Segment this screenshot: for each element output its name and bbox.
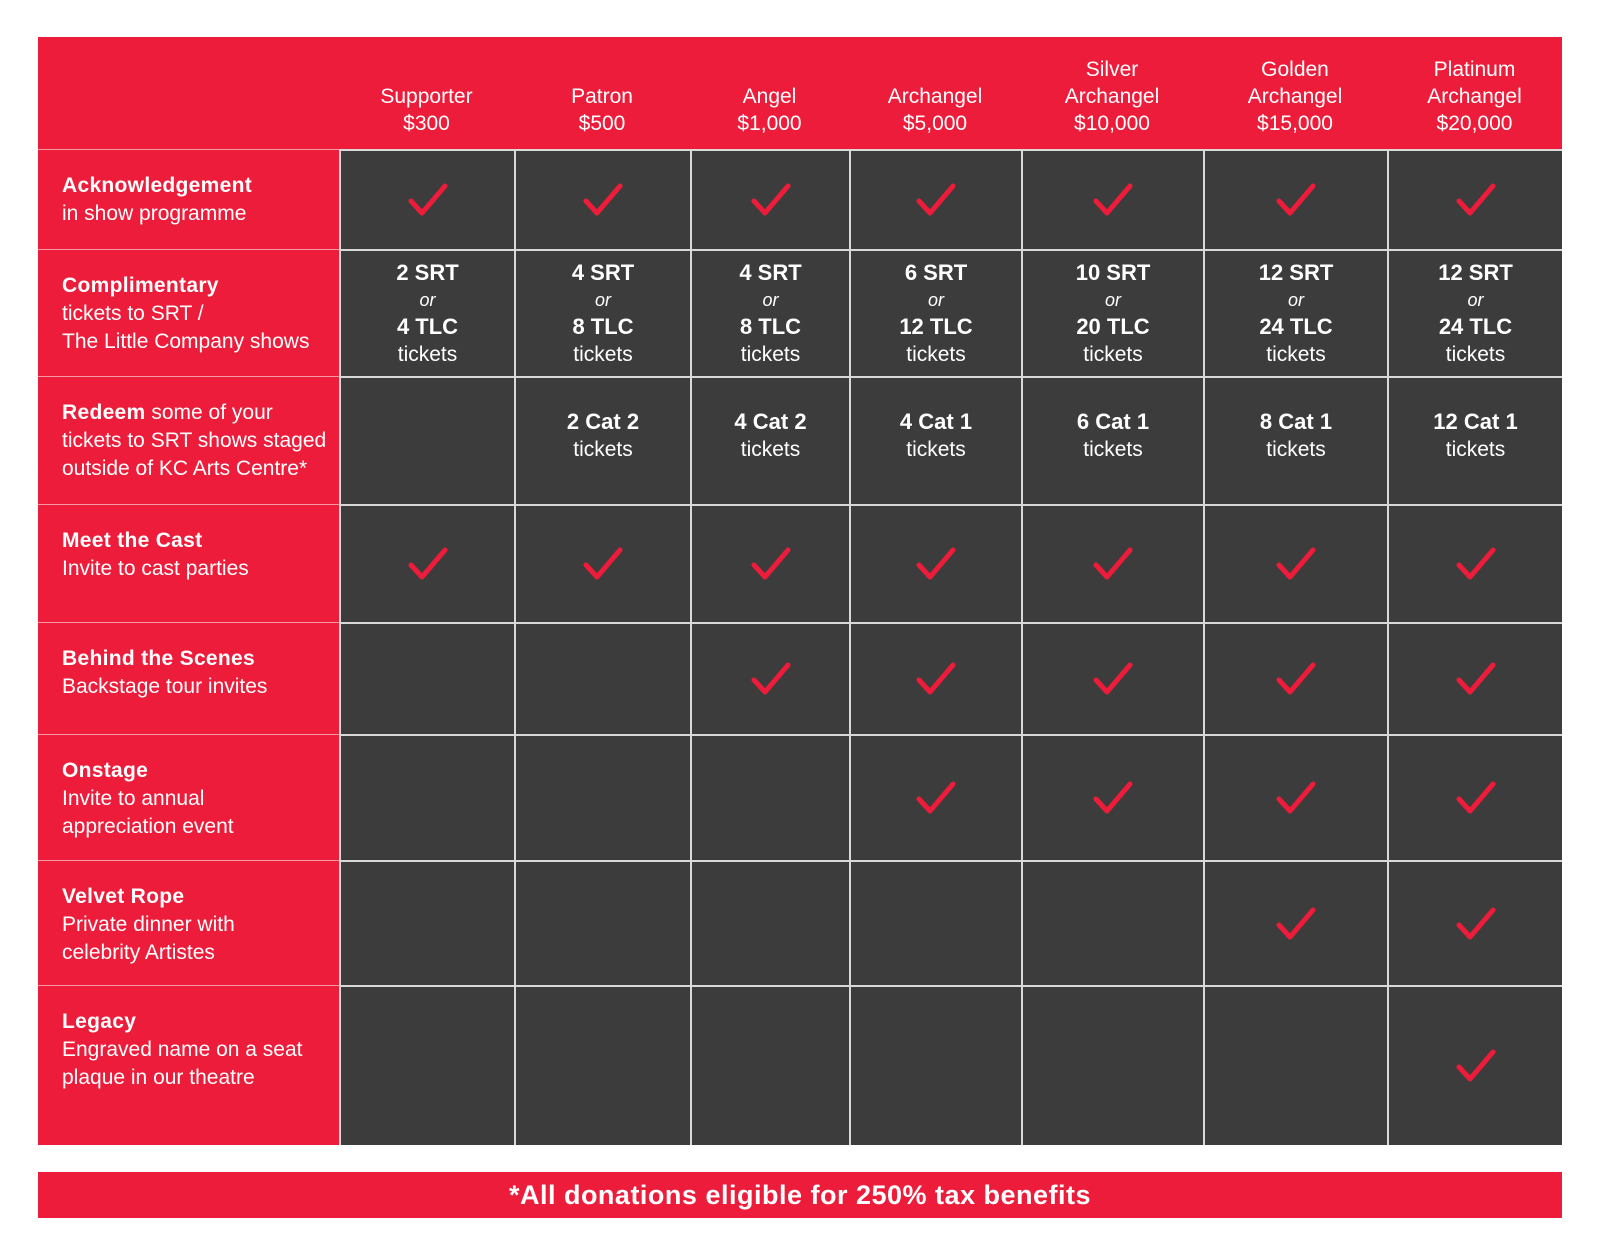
benefits-table [38,37,1562,1145]
tier-name: Archangel [887,85,983,108]
tier-name: Platinum Archangel [1427,58,1522,108]
benefit-cell [339,149,514,249]
benefit-description: some of your tickets to SRT shows staged outside of KC Arts Centre* [62,401,327,480]
benefit-cell [1387,860,1562,985]
checkmark-icon [408,182,448,218]
benefit-cell [339,376,514,504]
cat-ticket-count: 8 Cat 1 [1259,409,1333,434]
benefit-cell [514,985,690,1145]
tier-header [339,37,514,149]
tickets-label: tickets [1266,342,1326,366]
benefit-cell [339,504,514,622]
benefit-cell [1203,504,1387,622]
benefit-cell [1021,504,1203,622]
benefit-cell [849,149,1021,249]
tier-amount: $20,000 [1436,112,1513,135]
benefit-cell [1021,860,1203,985]
benefit-label [38,376,339,504]
ticket-count-tlc: 8 TLC [572,313,634,339]
checkmark-icon [916,661,956,697]
ticket-count-tlc: 20 TLC [1076,313,1150,339]
tickets-label: tickets [573,342,633,366]
tier-amount: $15,000 [1257,112,1333,135]
benefit-title: Legacy [62,1010,137,1033]
tickets-label: tickets [740,438,801,461]
checkmark-icon [1456,182,1496,218]
tickets-label: tickets [1445,438,1506,461]
checkmark-icon [1456,661,1496,697]
checkmark-icon [1456,1048,1496,1084]
benefit-cell [1387,376,1562,504]
benefit-cell [849,376,1021,504]
tier-header [514,37,690,149]
benefit-cell [1203,622,1387,734]
benefit-title: Onstage [62,759,149,782]
benefit-cell [339,985,514,1145]
benefit-cell [1387,622,1562,734]
benefit-cell [690,149,849,249]
tier-amount: $1,000 [737,112,802,135]
benefit-cell [690,504,849,622]
ticket-count-tlc: 12 TLC [899,313,973,339]
benefit-label [38,734,339,860]
benefit-cell [1203,376,1387,504]
tier-name: Silver Archangel [1064,58,1160,108]
tier-name: Golden Archangel [1247,58,1343,108]
benefit-cell [690,249,849,376]
benefit-cell [1387,249,1562,376]
benefit-description: Engraved name on a seat plaque in our theatre [62,1038,303,1089]
benefit-cell [1203,985,1387,1145]
cat-ticket-count: 4 Cat 1 [899,409,973,434]
or-label: or [1104,289,1121,310]
benefit-title: Behind the Scenes [62,647,255,670]
tickets-label: tickets [740,342,801,366]
checkmark-icon [916,546,956,582]
tax-benefit-footer: *All donations eligible for 250% tax benefits [38,1172,1562,1218]
or-label: or [419,289,436,310]
benefit-cell [690,860,849,985]
or-label: or [927,289,944,310]
checkmark-icon [1093,546,1133,582]
benefit-label [38,622,339,734]
checkmark-icon [1276,182,1316,218]
benefit-cell [690,734,849,860]
benefit-cell [1387,734,1562,860]
checkmark-icon [1276,780,1316,816]
benefit-cell [1203,734,1387,860]
benefit-description: Invite to cast parties [62,557,249,580]
benefit-title: Redeem [62,401,146,424]
ticket-count-tlc: 24 TLC [1259,313,1333,339]
cat-ticket-count: 6 Cat 1 [1076,409,1150,434]
benefit-cell [849,622,1021,734]
benefit-cell [1021,376,1203,504]
tier-amount: $300 [403,112,450,135]
tickets-label: tickets [1083,342,1143,366]
benefit-description: Backstage tour invites [62,675,268,698]
ticket-count-srt: 6 SRT [904,259,968,285]
benefit-label [38,504,339,622]
benefit-cell [339,622,514,734]
or-label: or [594,289,611,310]
checkmark-icon [583,546,623,582]
benefit-cell [514,504,690,622]
benefit-cell [849,985,1021,1145]
benefit-cell [514,149,690,249]
checkmark-icon [751,546,791,582]
benefit-cell [690,985,849,1145]
checkmark-icon [1456,780,1496,816]
tier-amount: $5,000 [902,112,968,135]
benefit-cell [849,504,1021,622]
checkmark-icon [1456,546,1496,582]
tier-name: Angel [742,85,797,108]
benefit-cell [339,734,514,860]
benefit-cell [1203,860,1387,985]
checkmark-icon [916,780,956,816]
tickets-label: tickets [1266,438,1326,461]
benefit-cell [849,734,1021,860]
checkmark-icon [916,182,956,218]
tickets-label: tickets [1445,342,1506,366]
benefit-cell [690,376,849,504]
benefit-cell [1387,504,1562,622]
checkmark-icon [1093,661,1133,697]
benefit-cell [514,249,690,376]
checkmark-icon [1276,906,1316,942]
tickets-label: tickets [906,342,966,366]
benefit-cell [514,622,690,734]
benefit-description: Private dinner with celebrity Artistes [62,913,235,964]
cat-ticket-count: 12 Cat 1 [1433,409,1518,434]
benefit-cell [1387,985,1562,1145]
benefit-cell [339,860,514,985]
benefit-cell [849,860,1021,985]
checkmark-icon [1093,182,1133,218]
benefit-description: tickets to SRT / The Little Company shows [62,302,310,353]
ticket-count-tlc: 24 TLC [1438,313,1513,339]
checkmark-icon [1276,661,1316,697]
table-corner [38,37,339,149]
benefit-title: Complimentary [62,274,219,297]
benefit-description: Invite to annual appreciation event [62,787,234,838]
tier-name: Patron [571,85,633,108]
checkmark-icon [1093,780,1133,816]
tickets-label: tickets [1083,438,1143,461]
or-label: or [1287,289,1304,310]
cat-ticket-count: 2 Cat 2 [566,409,640,434]
checkmark-icon [1276,546,1316,582]
benefit-label [38,149,339,249]
tier-header [1387,37,1562,149]
benefit-label [38,860,339,985]
tier-amount: $10,000 [1074,112,1150,135]
ticket-count-tlc: 4 TLC [396,313,459,339]
tier-header [849,37,1021,149]
ticket-count-srt: 4 SRT [571,259,635,285]
checkmark-icon [408,546,448,582]
benefit-cell [514,860,690,985]
checkmark-icon [1456,906,1496,942]
benefit-title: Meet the Cast [62,529,203,552]
ticket-count-srt: 12 SRT [1258,259,1334,285]
benefit-cell [1021,985,1203,1145]
tier-header [690,37,849,149]
benefit-cell [1203,149,1387,249]
benefit-cell [1021,149,1203,249]
ticket-count-srt: 10 SRT [1075,259,1151,285]
ticket-count-srt: 2 SRT [396,259,459,285]
tier-header [1203,37,1387,149]
benefit-title: Acknowledgement [62,174,253,197]
checkmark-icon [751,661,791,697]
benefit-title: Velvet Rope [62,885,185,908]
tier-amount: $500 [578,112,626,135]
tier-name: Supporter [380,85,473,108]
benefit-cell [1021,249,1203,376]
tickets-label: tickets [573,438,633,461]
benefit-cell [1021,734,1203,860]
benefit-label [38,985,339,1145]
checkmark-icon [751,182,791,218]
benefit-cell [339,249,514,376]
ticket-count-tlc: 8 TLC [739,313,802,339]
benefit-cell [1203,249,1387,376]
cat-ticket-count: 4 Cat 2 [734,409,807,434]
benefit-cell [514,376,690,504]
benefit-label [38,249,339,376]
tier-header [1021,37,1203,149]
ticket-count-srt: 12 SRT [1438,259,1513,285]
benefit-cell [1021,622,1203,734]
or-label: or [1467,289,1484,310]
benefit-cell [849,249,1021,376]
tickets-label: tickets [906,438,966,461]
benefit-cell [1387,149,1562,249]
ticket-count-srt: 4 SRT [739,259,802,285]
benefits-grid [38,37,1562,1145]
benefit-cell [690,622,849,734]
or-label: or [762,289,779,310]
checkmark-icon [583,182,623,218]
benefit-description: in show programme [62,202,247,225]
tickets-label: tickets [397,342,458,366]
benefit-cell [514,734,690,860]
